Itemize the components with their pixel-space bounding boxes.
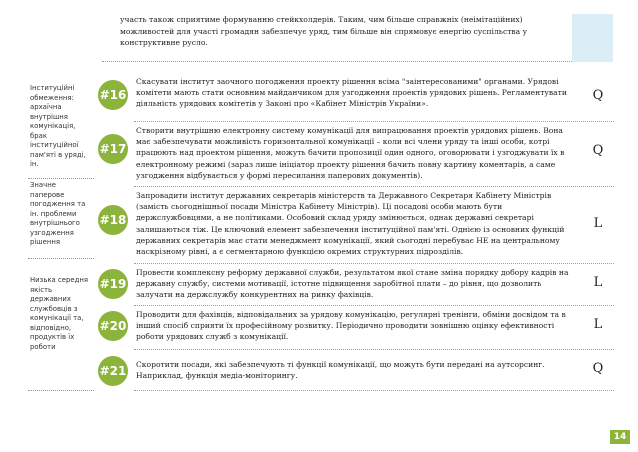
group-label-paper-approval: Значне паперове погодження та ін. проблеми внутрішнього узгодження рішення [30, 181, 86, 246]
recommendation-grade: L [593, 317, 603, 332]
recommendation-number-badge: #18 [98, 205, 128, 235]
row-divider [134, 349, 614, 350]
recommendation-row [96, 267, 613, 301]
recommendation-number-badge: #17 [98, 134, 128, 164]
recommendation-grade: L [593, 275, 603, 290]
page-number: 14 [610, 430, 630, 444]
recommendation-grade: L [593, 216, 603, 231]
group-divider [28, 258, 94, 259]
recommendation-grade: Q [592, 361, 604, 376]
row-divider [134, 390, 614, 391]
recommendation-text: Провести комплексну реформу державної служби, результатом якої стане зміна порядку добору кадрів на державну службу, системи мотивації, істотне підвищення заробітної плати – до рівня, що дозволить залучати на держслужбу конкурентних на ринку фахівців. [136, 268, 569, 300]
recommendation-row [96, 190, 613, 256]
recommendation-number-badge: #19 [98, 269, 128, 299]
recommendation-text: Скасувати інститут заочного погодження проекту рішення всіма "заінтересованими" органами. Урядові комітети мають стати основним майданчиком для узгодження проектів урядових рішень. Регламентувати діяльність урядових комітетів у Законі про «Кабінет Міністрів України». [136, 77, 567, 109]
recommendation-text: Скоротити посади, які забезпечують ті функції комунікації, що можуть бути передані на аутсорсинг. Наприклад, функція медіа-моніторингу. [136, 360, 545, 381]
group-divider [28, 178, 94, 179]
group-label-low-quality: Низька середня якість державних службовців з комунікації та, відповідно, продуктів їх роботи [30, 276, 89, 351]
recommendation-row [96, 309, 613, 343]
recommendation-grade: Q [592, 88, 604, 103]
row-divider [134, 186, 614, 187]
intro-text: участь також сприятиме формуванню стейкхолдерів. Таким, чим більше справжніх (неімітаційних) можливостей для участі громадян забезпечує уряд, тим більше він спрямовує енергію суспільства у конструктивне русло. [120, 15, 528, 47]
group-label-institutional: Інституційні обмеження: архаїчна внутрішня комунікація, брак інституційної пам'яті в уряді, ін. [30, 84, 86, 168]
group-divider [28, 390, 94, 391]
row-divider [102, 61, 588, 62]
row-divider [134, 121, 614, 122]
recommendation-number-badge: #16 [98, 80, 128, 110]
recommendation-row [96, 355, 613, 387]
recommendation-row [96, 76, 613, 118]
intro-continuation [102, 14, 572, 62]
recommendation-number-badge: #20 [98, 311, 128, 341]
recommendation-number-badge: #21 [98, 356, 128, 386]
recommendation-text: Проводити для фахівців, відповідальних за урядову комунікацію, регулярні тренінги, обміни досвідом та в інший спосіб сприяти їх професійному розвитку. Періодично проводити зовнішню оцінку ефективності роботи урядових служб з комунікації. [136, 310, 566, 342]
row-divider [134, 305, 614, 306]
recommendation-row [96, 125, 613, 180]
grade-column-header [572, 14, 613, 62]
row-divider [134, 263, 614, 264]
recommendation-text: Створити внутрішню електронну систему комунікації для випрацювання проектів урядових рішень. Вона має забезпечувати можливість горизонтальної комунікації – коли всі члени уряду та інші особи, котрі працюють над проектом рішення, можуть бачити пропозиції один одного, оговорювати і узгоджувати їх в електронному режимі (зараз лише ініціатор проекту рішення бачить повну картину коментарів, а саме узгодження відбувається у формі пересилання паперових документів). [136, 126, 565, 180]
recommendation-grade: Q [592, 143, 604, 158]
recommendation-text: Запровадити інститут державних секретарів міністерств та Державного Секретаря Кабінету Міністрів (замість сьогоднішньої посади Міністра Кабінету Міністрів). Ці посадові особи мають бути держслужбовцями, а не політиками. Особовий склад уряду змінюється, однак державні секретарі залишаються тіж. Це ключовий елемент забезпечення інституційної пам'яті. Однією із основних функцій державних секретарів має стати менеджмент комунікації, який сьогодні перебуває НЕ на центральному наскрізному рівні, а є сегментарною функцією окремих структурних підрозділів. [136, 191, 565, 257]
